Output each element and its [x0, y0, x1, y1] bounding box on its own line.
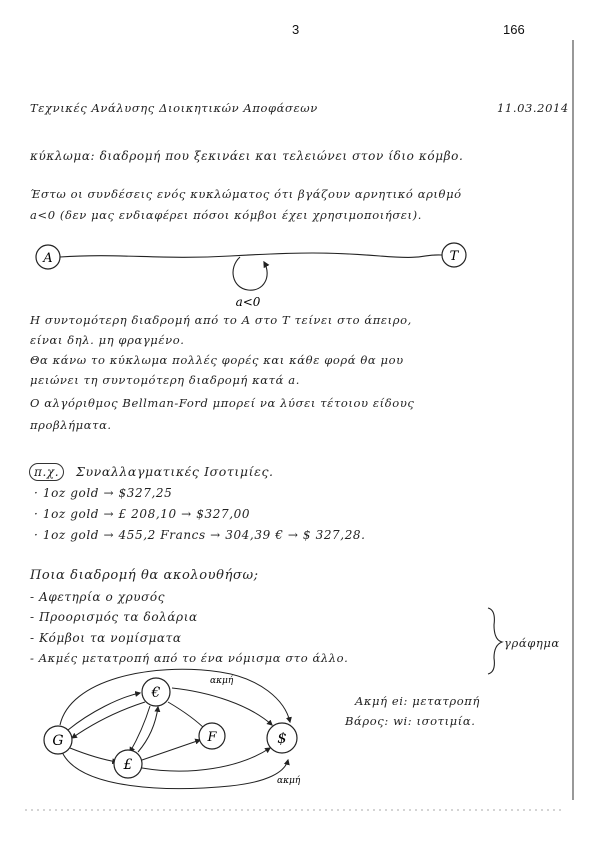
loop	[233, 257, 267, 290]
currency-graph	[44, 669, 301, 788]
question-item-1: - Αφετηρία ο χρυσός	[30, 590, 166, 604]
graph-legend-line-1: Ακμή ei: μετατροπή	[355, 694, 480, 708]
course-title: Τεχνικές Ανάλυσης Διοικητικών Αποφάσεων	[30, 101, 318, 115]
list-brace	[488, 608, 502, 674]
edge-g-pound	[70, 748, 117, 762]
edge-pound-dollar	[142, 748, 270, 771]
brace-label: γράφημα	[504, 636, 560, 650]
question-item-2: - Προορισμός τα δολάρια	[30, 610, 198, 624]
loop-weight-label: a<0	[235, 295, 261, 309]
edge-euro-dollar	[172, 688, 272, 725]
graph-legend-line-2: Βάρος: wi: ισοτιμία.	[345, 714, 476, 728]
edge-euro-franc	[168, 702, 206, 730]
example-line-1: · 1oz gold → $327,25	[34, 486, 173, 500]
question-item-4: - Ακμές μετατροπή από το ένα νόμισμα στο άλλο.	[30, 651, 349, 665]
edge-euro-pound	[130, 706, 150, 752]
edge-top-arc	[60, 669, 290, 725]
edge-g-euro	[68, 693, 140, 730]
example-tag: π.χ.	[29, 463, 64, 481]
node-pound-label: £	[123, 757, 133, 773]
example-line-3: · 1oz gold → 455,2 Francs → 304,39 € → $ 327,28.	[34, 528, 366, 542]
explanation-line-1: Η συντομότερη διαδρομή από το A στο T τείνει στο άπειρο,	[30, 313, 412, 327]
question-prompt: Ποια διαδρομή θα ακολουθήσω;	[30, 568, 259, 583]
edge-annotation-bottom: ακμή	[277, 776, 301, 786]
example-line-2: · 1oz gold → £ 208,10 → $327,00	[34, 507, 251, 521]
edge-pound-franc	[142, 740, 200, 760]
explanation-line-3: Θα κάνω το κύκλωμα πολλές φορές και κάθε φορά θα μου	[30, 353, 404, 367]
cycle-diagram	[36, 243, 466, 309]
path-line	[60, 253, 442, 257]
node-a-label: A	[43, 251, 53, 266]
node-dollar-label: $	[277, 729, 287, 747]
explanation-line-5: Ο αλγόριθμος Bellman-Ford μπορεί να λύσει τέτοιου είδους	[30, 396, 415, 410]
cycle-intro-line-2: a<0 (δεν μας ενδιαφέρει πόσοι κόμβοι έχει χρησιμοποιήσει).	[30, 208, 423, 222]
node-euro-label: €	[151, 685, 161, 701]
explanation-line-2: είναι δηλ. μη φραγμένο.	[30, 333, 185, 347]
node-t-label: T	[449, 249, 459, 264]
question-item-3: - Κόμβοι τα νομίσματα	[30, 631, 182, 645]
explanation-line-4: μειώνει τη συντομότερη διαδρομή κατά a.	[30, 373, 300, 387]
explanation-line-6: προβλήματα.	[30, 418, 112, 432]
node-gold-label: G	[52, 733, 64, 749]
node-franc-label: F	[207, 730, 217, 745]
cycle-definition: κύκλωμα: διαδρομή που ξεκινάει και τελειώνει στον ίδιο κόμβο.	[30, 149, 464, 163]
lecture-date: 11.03.2014	[497, 101, 569, 115]
edge-annotation-top: ακμή	[210, 676, 234, 686]
example-heading: Συναλλαγματικές Ισοτιμίες.	[76, 464, 274, 479]
cycle-intro-line-1: Έστω οι συνδέσεις ενός κυκλώματος ότι βγάζουν αρνητικό αριθμό	[30, 187, 462, 201]
page-number-right: 166	[503, 22, 525, 37]
edge-euro-g	[72, 702, 145, 738]
page-number-center: 3	[292, 22, 300, 37]
